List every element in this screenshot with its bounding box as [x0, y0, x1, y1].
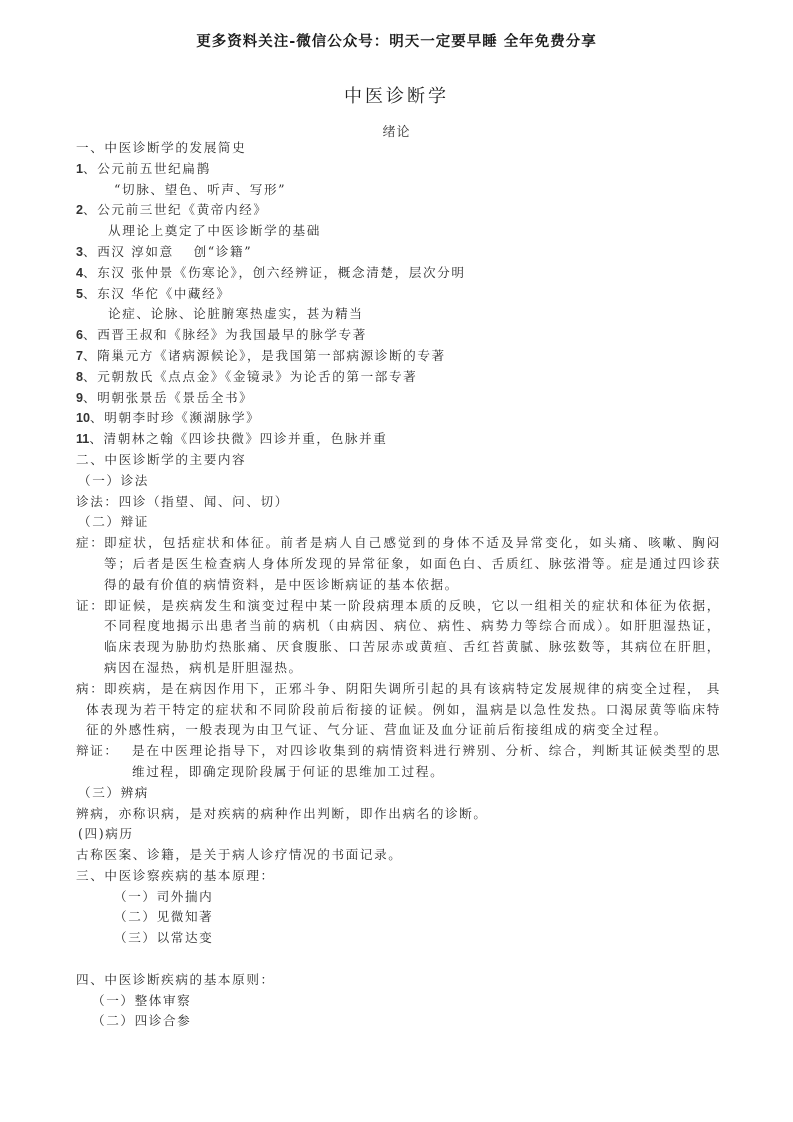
section-heading: 一、中医诊断学的发展简史	[76, 140, 247, 155]
definition-text: 即疾病，是在病因作用下，正邪斗争、阴阳失调所引起的具有该病特定发展规律的病变全过程， 具体表现为若干特定的症状和不同阶段前后衔接的证候。例如，温病是以急性发热。口渴尿黄等临床特征的外感性病，一般表现为由卫气证、气分证、营血证及血分证前后衔接组成的病变全过程。	[86, 680, 721, 738]
history-note: 论症、论脉、论脏腑寒热虚实，甚为精当	[108, 306, 364, 322]
history-item: 9、明朝张景岳《景岳全书》	[76, 389, 254, 405]
chapter-title: 绪论	[382, 125, 411, 140]
history-item: 11、清朝林之翰《四诊抉微》四诊并重，色脉并重	[76, 431, 388, 447]
history-item: 5、东汉 华佗《中藏经》	[76, 285, 231, 301]
section-heading: 四、中医诊断疾病的基本原则：	[76, 971, 275, 987]
definition-text: 即证候，是疾病发生和演变过程中某一阶段病理本质的反映，它以一组相关的症状和体征为依据，不同程度地揭示出患者当前的病机（由病因、病位、病性、病势力等综合而成）。如肝胆湿热证，临床表现为胁肋灼热胀痛、厌食腹胀、口苦尿赤或黄疸、舌红苔黄腻、脉弦数等，其病位在肝胆，病因在湿热，病机是肝胆湿热。	[104, 597, 721, 675]
definition-syndrome	[76, 596, 721, 679]
history-item: 3、西汉 淳如意 创“诊籍”	[76, 243, 253, 259]
history-note: “切脉、望色、听声、写形”	[114, 181, 287, 197]
definition-term: 辩证：	[76, 743, 119, 759]
definition-symptom	[76, 533, 721, 595]
definition-term: 病：	[76, 680, 105, 696]
history-item: 7、隋巢元方《诸病源候论》，是我国第一部病源诊断的专著	[76, 347, 446, 363]
history-item: 10、明朝李时珍《濒湖脉学》	[76, 410, 261, 426]
principle-item: （一）司外揣内	[114, 888, 214, 904]
section-heading: 三、中医诊察疾病的基本原理：	[76, 867, 275, 883]
history-item: 2、公元前三世纪《黄帝内经》	[76, 202, 268, 218]
subsection-text: 古称医案、诊籍，是关于病人诊疗情况的书面记录。	[76, 847, 403, 863]
principle-item: （三）以常达变	[114, 930, 214, 946]
history-item: 6、西晋王叔和《脉经》为我国最早的脉学专著	[76, 327, 367, 343]
definition-term: 症：	[76, 535, 105, 551]
subsection-heading: （一）诊法	[78, 472, 149, 488]
history-note: 从理论上奠定了中医诊断学的基础	[108, 223, 321, 239]
definition-disease	[76, 679, 721, 741]
definition-text: 即症状，包括症状和体征。前者是病人自己感觉到的身体不适及异常变化，如头痛、咳嗽、胸闷等；后者是医生检查病人身体所发现的异常征象，如面色白、舌质红、脉弦滑等。症是通过四诊获得的最有价值的病情资料，是中医诊断病证的基本依据。	[104, 535, 721, 592]
spacer	[76, 949, 721, 970]
history-item: 4、东汉 张仲景《伤寒论》，创六经辨证，概念清楚，层次分明	[76, 264, 466, 280]
definition-differentiation	[76, 741, 721, 783]
document-body	[76, 138, 721, 1032]
definition-term: 证：	[76, 597, 105, 613]
promo-banner: 更多资料关注-微信公众号：明天一定要早睡 全年免费分享	[196, 33, 597, 50]
principle-item: （二）四诊合参	[92, 1013, 192, 1029]
subsection-heading: (四)病历	[78, 826, 134, 842]
section-heading: 二、中医诊断学的主要内容	[76, 451, 247, 467]
principle-item: （一）整体审察	[92, 992, 192, 1008]
document-title: 中医诊断学	[344, 86, 449, 107]
history-item: 1、公元前五世纪扁鹊	[76, 160, 211, 176]
subsection-heading: （三）辨病	[78, 784, 149, 800]
subsection-text: 诊法：四诊（指望、闻、问、切）	[76, 493, 289, 509]
definition-text: 是在中医理论指导下，对四诊收集到的病情资料进行辨别、分析、综合，判断其证候类型的思维过程，即确定现阶段属于何证的思维加工过程。	[132, 743, 721, 779]
subsection-text: 辨病，亦称识病，是对疾病的病种作出判断，即作出病名的诊断。	[76, 805, 488, 821]
principle-item: （二）见微知著	[114, 909, 214, 925]
history-item: 8、元朝敖氏《点点金》《金镜录》为论舌的第一部专著	[76, 368, 418, 384]
subsection-heading: （二）辩证	[78, 514, 149, 530]
